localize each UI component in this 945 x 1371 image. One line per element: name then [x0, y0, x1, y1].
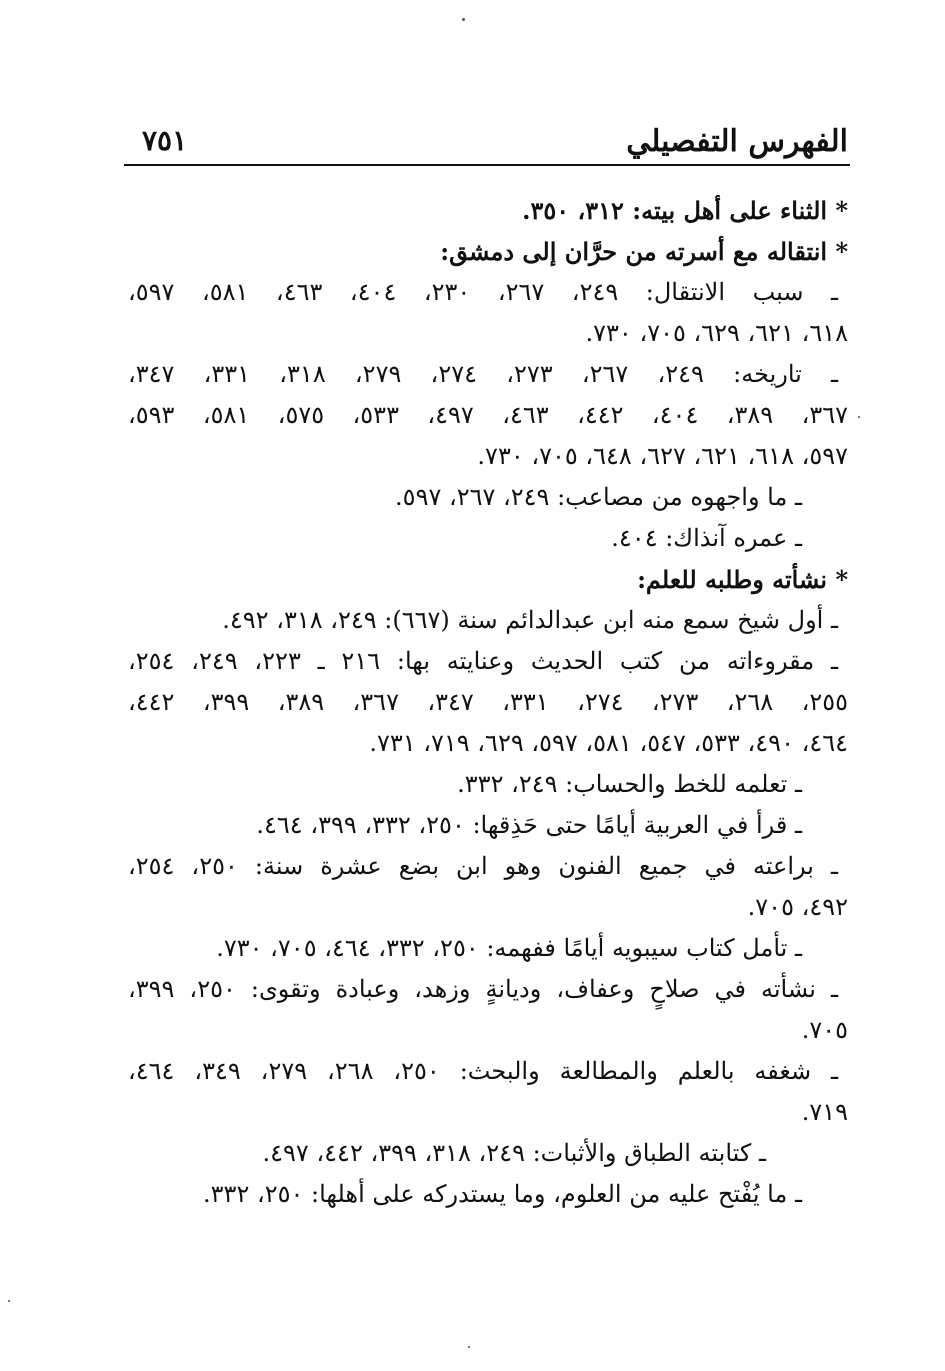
- index-entry-continuation: ٣٦٧، ٣٨٩، ٤٠٤، ٤٤٢، ٤٦٣، ٤٩٧، ٥٣٣، ٥٧٥، ٥٨١، ٥٩٣،: [128, 401, 848, 429]
- index-entry-continuation: ٧٠٥.: [801, 1016, 848, 1044]
- index-entry-continuation: ٧١٩.: [801, 1098, 848, 1126]
- index-entry: ـ كتابته الطباق والأثبات: ٢٤٩، ٣١٨، ٣٩٩، ٤٤٢، ٤٩٧.: [262, 1139, 766, 1167]
- index-entry-continuation: ٤٩٢، ٧٠٥.: [747, 893, 848, 921]
- index-entry-continuation: ٤٦٤، ٤٩٠، ٥٣٣، ٥٤٧، ٥٨١، ٥٩٧، ٦٢٩، ٧١٩، ٧٣١.: [369, 729, 848, 757]
- scan-speck: [8, 1300, 10, 1302]
- index-entry: ـ أول شيخ سمع منه ابن عبدالدائم سنة (٦٦٧): ٢٤٩، ٣١٨، ٤٩٢.: [222, 606, 838, 634]
- index-entry: ـ براعته في جميع الفنون وهو ابن بضع عشرة سنة: ٢٥٠، ٢٥٤،: [128, 852, 839, 880]
- index-entry: ـ مقروءاته من كتب الحديث وعنايته بها: ٢١٦ ـ ٢٢٣، ٢٤٩، ٢٥٤،: [128, 647, 838, 675]
- index-entry: ـ عمره آنذاك: ٤٠٤.: [611, 524, 802, 552]
- header-title: الفهرس التفصيلي: [626, 124, 848, 159]
- index-entry: ـ قرأ في العربية أيامًا حتى حَذِقها: ٢٥٠، ٣٣٢، ٣٩٩، ٤٦٤.: [256, 811, 802, 839]
- index-entry: ـ تأمل كتاب سيبويه أيامًا ففهمه: ٢٥٠، ٣٣٢، ٤٦٤، ٧٠٥، ٧٣٠.: [216, 934, 802, 962]
- index-body: [128, 190, 848, 1215]
- scan-speck: [858, 416, 860, 418]
- index-entry: ـ تعلمه للخط والحساب: ٢٤٩، ٣٣٢.: [457, 770, 802, 798]
- index-entry: ـ تاريخه: ٢٤٩، ٢٦٧، ٢٧٣، ٢٧٤، ٢٧٩، ٣١٨، ٣٣١، ٣٤٧،: [128, 360, 839, 388]
- index-entry: ـ سبب الانتقال: ٢٤٩، ٢٦٧، ٢٣٠، ٤٠٤، ٤٦٣، ٥٨١، ٥٩٧،: [128, 278, 839, 306]
- index-heading: * انتقاله مع أسرته من حرَّان إلى دمشق:: [440, 237, 848, 266]
- index-heading: * الثناء على أهل بيته: ٣١٢، ٣٥٠.: [522, 196, 848, 225]
- running-header: [128, 118, 848, 164]
- scan-speck: [468, 1346, 470, 1348]
- index-entry-continuation: ٦١٨، ٦٢١، ٦٢٩، ٧٠٥، ٧٣٠.: [585, 319, 848, 347]
- index-entry: ـ نشأته في صلاحٍ وعفاف، وديانةٍ وزهد، وعبادة وتقوى: ٢٥٠، ٣٩٩،: [128, 975, 839, 1003]
- index-entry: ـ ما واجهوه من مصاعب: ٢٤٩، ٢٦٧، ٥٩٧.: [395, 483, 802, 511]
- page-number: ٧٥١: [142, 124, 188, 157]
- header-rule: [124, 164, 850, 166]
- index-entry: ـ شغفه بالعلم والمطالعة والبحث: ٢٥٠، ٢٦٨، ٢٧٩، ٣٤٩، ٤٦٤،: [128, 1057, 839, 1085]
- scan-speck: [462, 18, 465, 21]
- index-entry: ـ ما يُفْتح عليه من العلوم، وما يستدركه على أهلها: ٢٥٠، ٣٣٢.: [203, 1180, 802, 1208]
- index-entry-continuation: ٥٩٧، ٦١٨، ٦٢١، ٦٢٧، ٦٤٨، ٧٠٥، ٧٣٠.: [477, 442, 848, 470]
- index-heading: * نشأته وطلبه للعلم:: [637, 565, 848, 594]
- index-entry-continuation: ٢٥٥، ٢٦٨، ٢٧٣، ٢٧٤، ٣٣١، ٣٤٧، ٣٦٧، ٣٨٩، ٣٩٩، ٤٤٢،: [128, 688, 848, 716]
